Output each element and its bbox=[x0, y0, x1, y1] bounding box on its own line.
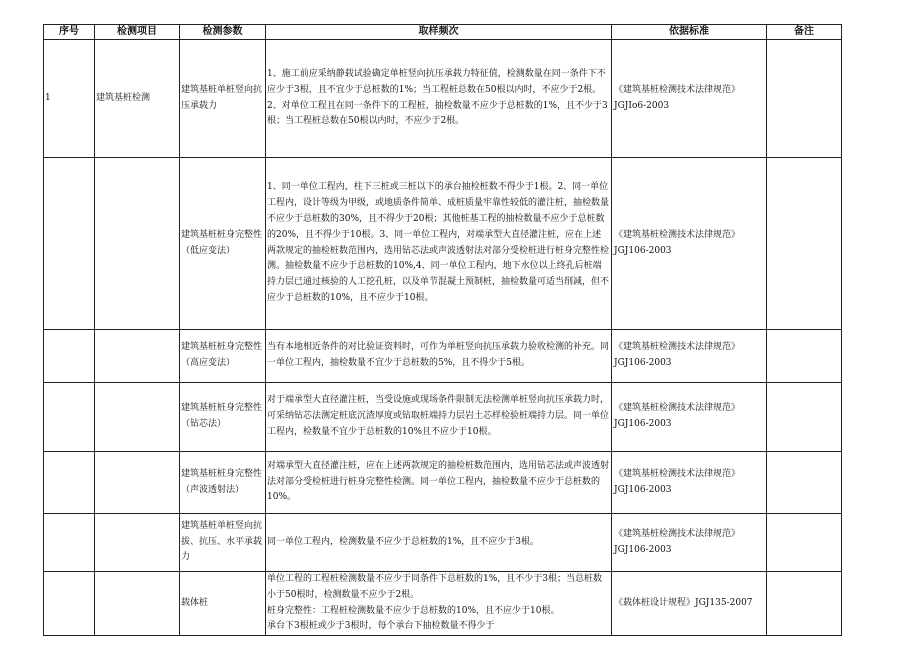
row-freq: 1、同一单位工程内，柱下三桩或三桩以下的承台抽检桩数不得少于1根。2、同一单位工程内，设计等级为甲级，或地质条件简单、成桩质量牢靠性较低的灌注桩，抽检数量不应少于总桩数的30%，且不得少于20根；其他桩基工程的抽检数量不应少于总桩数的20%，且不得少于10根。3、同一单位工程内，对端承型大直径灌注桩，应在上述两款规定的抽检桩数范围内，选用钻芯法或声波透射法对部分受检桩进行桩身完整性检测。抽检数量不应少于总桩数的10%,4、同一单位工程内，地下水位以上终孔后桩端持力层已通过核验的人工挖孔桩，以及单节混凝土预制桩，抽检数量可适当削减，但不应少于总桩数的10%，且不应少于10根。 bbox=[266, 158, 612, 330]
row-remark bbox=[767, 452, 842, 514]
header-freq: 取样频次 bbox=[266, 25, 612, 40]
row-standard: 《载体桩设计规程》JGJ135-2007 bbox=[612, 572, 767, 636]
row-param: 建筑基桩单桩竖向抗压承载力 bbox=[180, 40, 266, 158]
row-standard: 《建筑基桩检测技术法律规范》JGJ106-2003 bbox=[612, 514, 767, 572]
row-freq: 同一单位工程内，检测数量不应少于总桩数的1%，且不应少于3根。 bbox=[266, 514, 612, 572]
table-row bbox=[44, 572, 842, 636]
table-row bbox=[44, 40, 842, 158]
header-param: 检测参数 bbox=[180, 25, 266, 40]
table-row bbox=[44, 158, 842, 330]
row-freq-line: 1、施工前应采纳静载试验确定单桩竖向抗压承载力特征值，检测数量在同一条件下不应少于3根，且不宜少于总桩数的1%；当工程桩总数在50根以内时，不应少于2根。 bbox=[267, 68, 606, 95]
row-seq bbox=[44, 330, 95, 383]
header-standard: 依据标准 bbox=[612, 25, 767, 40]
row-remark bbox=[767, 158, 842, 330]
row-standard: 《建筑基桩检测技术法律规范》JGJ106-2003 bbox=[612, 330, 767, 383]
row-seq bbox=[44, 158, 95, 330]
row-standard: 《建筑基桩检测技术法律规范》JGJ106-2003 bbox=[612, 158, 767, 330]
row-remark bbox=[767, 572, 842, 636]
row-param: 建筑基桩单桩竖向抗拔、抗压、水平承载力 bbox=[180, 514, 266, 572]
row-freq-line: 2、对单位工程且在同一条件下的工程桩，抽检数量不应少于总桩数的1%，且不少于3根；当工程桩总数在50根以内时，不应少于2根。 bbox=[267, 100, 608, 127]
row-freq: 对于端承型大直径灌注桩，当受设施或现场条件限制无法检测单桩竖向抗压承载力时，可采纳钻芯法测定桩底沉渣厚度或钻取桩端持力层岩土芯样检验桩端持力层。同一单位工程内，检数量不宜少于总桩数的10%且不应少于10根。 bbox=[266, 383, 612, 452]
row-param: 建筑基桩桩身完整性（钻芯法） bbox=[180, 383, 266, 452]
row-freq: 单位工程的工程桩检测数量不应少于同条件下总桩数的1%，且不少于3根；当总桩数小于50根时，检测数量不应少于2根。 桩身完整性：工程桩检测数量不应少于总桩数的10%，且不应少于10根。 承台下3根桩或少于3根时，每个承台下抽检数量不得少于 bbox=[266, 572, 612, 636]
row-remark bbox=[767, 40, 842, 158]
item-cell-empty bbox=[95, 514, 180, 572]
row-seq bbox=[44, 572, 95, 636]
row-remark bbox=[767, 330, 842, 383]
row-standard: 《建筑基桩检测技术法律规范》JGJ106-2003 bbox=[612, 452, 767, 514]
row-standard: 《建筑基桩检测技术法律规范》JGJIo6-2003 bbox=[612, 40, 767, 158]
row-seq bbox=[44, 452, 95, 514]
row-param: 建筑基桩桩身完整性（低应变法） bbox=[180, 158, 266, 330]
row-freq bbox=[266, 40, 612, 158]
row-remark bbox=[767, 514, 842, 572]
item-cell-empty bbox=[95, 330, 180, 383]
table-header-row bbox=[44, 25, 842, 40]
row-seq bbox=[44, 514, 95, 572]
row-param: 载体桩 bbox=[180, 572, 266, 636]
table-row bbox=[44, 514, 842, 572]
item-cell-empty bbox=[95, 452, 180, 514]
item-cell-empty bbox=[95, 383, 180, 452]
row-seq bbox=[44, 383, 95, 452]
inspection-table bbox=[43, 24, 842, 636]
header-seq: 序号 bbox=[44, 25, 95, 40]
table-row bbox=[44, 383, 842, 452]
item-name-cell: 建筑基桩检测 bbox=[95, 40, 180, 158]
row-param: 建筑基桩桩身完整性（高应变法） bbox=[180, 330, 266, 383]
header-item: 检测项目 bbox=[95, 25, 180, 40]
row-freq: 对端承型大直径灌注桩，应在上述两款规定的抽检桩数范围内，选用钻芯法或声波透射法对部分受检桩进行桩身完整性检测。同一单位工程内，抽检数量不应少于总桩数的10%。 bbox=[266, 452, 612, 514]
table-row bbox=[44, 330, 842, 383]
item-cell-empty bbox=[95, 158, 180, 330]
row-freq: 当有本地相近条件的对比验证资料时，可作为单桩竖向抗压承载力验收检测的补充。同一单位工程内，抽检数量不宜少于总桩数的5%，且不得少于5根。 bbox=[266, 330, 612, 383]
row-remark bbox=[767, 383, 842, 452]
item-cell-empty bbox=[95, 572, 180, 636]
header-remark: 备注 bbox=[767, 25, 842, 40]
table-row bbox=[44, 452, 842, 514]
row-param: 建筑基桩桩身完整性（声波透射法） bbox=[180, 452, 266, 514]
row-standard: 《建筑基桩检测技术法律规范》JGJ106-2003 bbox=[612, 383, 767, 452]
row-seq: 1 bbox=[44, 40, 95, 158]
